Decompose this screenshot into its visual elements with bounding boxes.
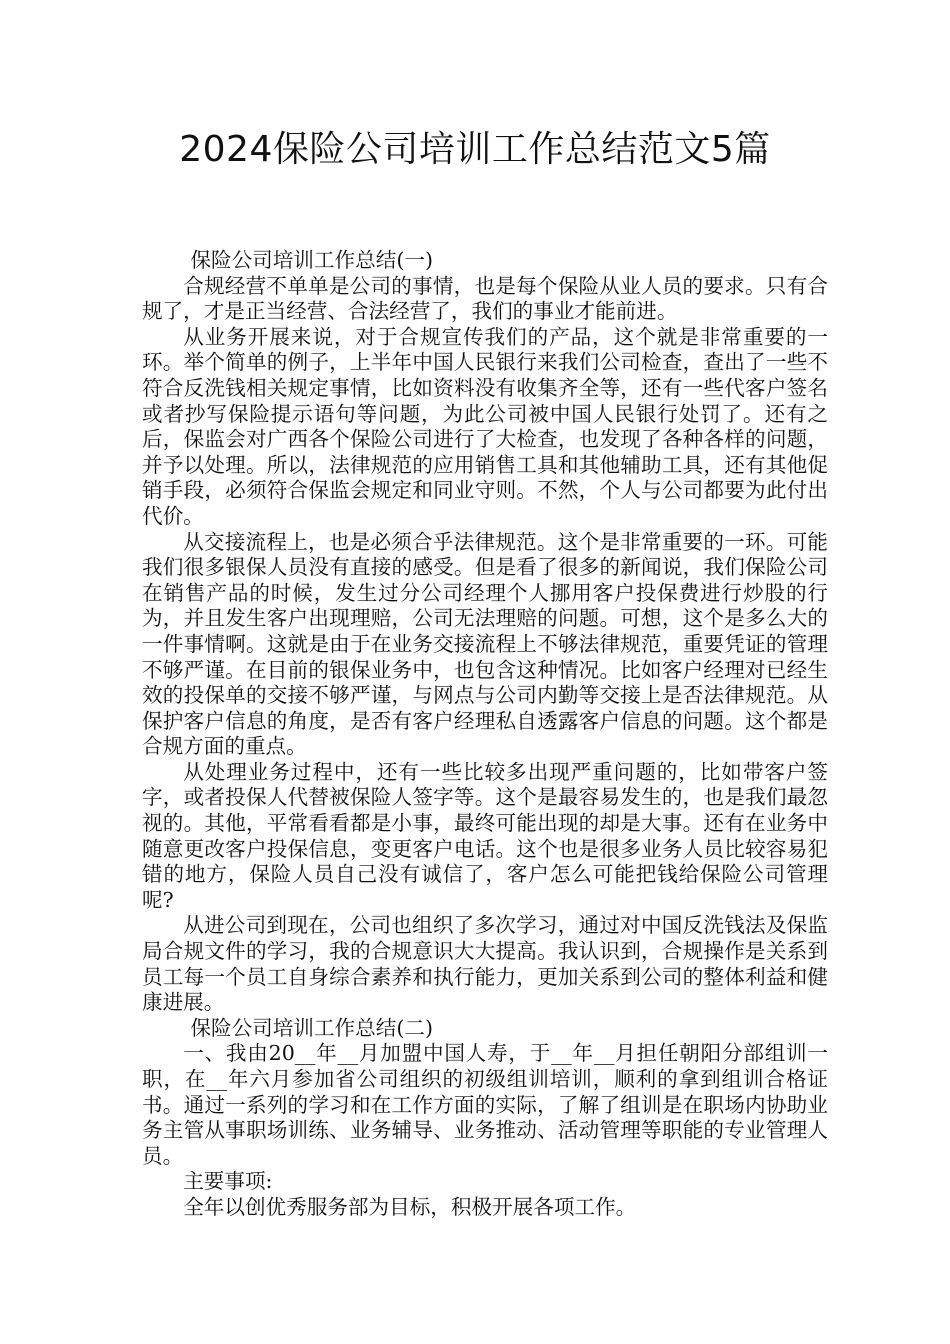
paragraph: 从业务开展来说，对于合规宣传我们的产品，这个就是非常重要的一环。举个简单的例子，上半年中国人民银行来我们公司检查，查出了一些不符合反洗钱相关规定事情，比如资料没有收集齐全等，还有一些代客户签名或者抄写保险提示语句等问题，为此公司被中国人民银行处罚了。还有之后，保监会对广西各个保险公司进行了大检查，也发现了各种各样的问题，并予以处理。所以，法律规范的应用销售工具和其他辅助工具，还有其他促销手段，必须符合保监会规定和同业守则。不然，个人与公司都要为此付出代价。 [142, 324, 828, 528]
paragraph: 主要事项: [183, 1169, 273, 1194]
document-title: 2024保险公司培训工作总结范文5篇 [179, 129, 771, 170]
paragraph: 一、我由20__年__月加盟中国人寿，于__年__月担任朝阳分部组训一职，在__年六月参加省公司组织的初级组训培训，顺利的拿到组训合格证书。通过一系列的学习和在工作方面的实际，了解了组训是在职场内协助业务主管从事职场训练、业务辅导、业务推动、活动管理等职能的专业管理人员。 [142, 1041, 828, 1168]
section-heading-2: 保险公司培训工作总结(二) [190, 1015, 434, 1040]
paragraph: 从进公司到现在，公司也组织了多次学习，通过对中国反洗钱法及保监局合规文件的学习，我的合规意识大大提高。我认识到，合规操作是关系到员工每一个员工自身综合素养和执行能力，更加关系到公司的整体利益和健康进展。 [142, 913, 828, 1015]
paragraph: 从交接流程上，也是必须合乎法律规范。这个是非常重要的一环。可能我们很多银保人员没有直接的感受。但是看了很多的新闻说，我们保险公司在销售产品的时候，发生过分公司经理个人挪用客户投保费进行炒股的行为，并且发生客户出现理赔，公司无法理赔的问题。可想，这个是多么大的一件事情啊。这就是由于在业务交接流程上不够法律规范，重要凭证的管理不够严谨。在目前的银保业务中，也包含这种情况。比如客户经理对已经生效的投保单的交接不够严谨，与网点与公司内勤等交接上是否法律规范。从保护客户信息的角度，是否有客户经理私自透露客户信息的问题。这个都是合规方面的重点。 [142, 529, 828, 759]
document-body [142, 248, 828, 1221]
section-heading-1: 保险公司培训工作总结(一) [190, 248, 434, 272]
paragraph: 从处理业务过程中，还有一些比较多出现严重问题的，比如带客户签字，或者投保人代替被保险人签字等。这个是最容易发生的，也是我们最忽视的。其他，平常看看都是小事，最终可能出现的却是大事。还有在业务中随意更改客户投保信息，变更客户电话。这个也是很多业务人员比较容易犯错的地方，保险人员自己没有诚信了，客户怎么可能把钱给保险公司管理呢? [142, 759, 828, 912]
paragraph: 全年以创优秀服务部为目标，积极开展各项工作。 [183, 1194, 637, 1219]
paragraph: 合规经营不单单是公司的事情，也是每个保险从业人员的要求。只有合规了，才是正当经营、合法经营了，我们的事业才能前进。 [142, 273, 828, 324]
